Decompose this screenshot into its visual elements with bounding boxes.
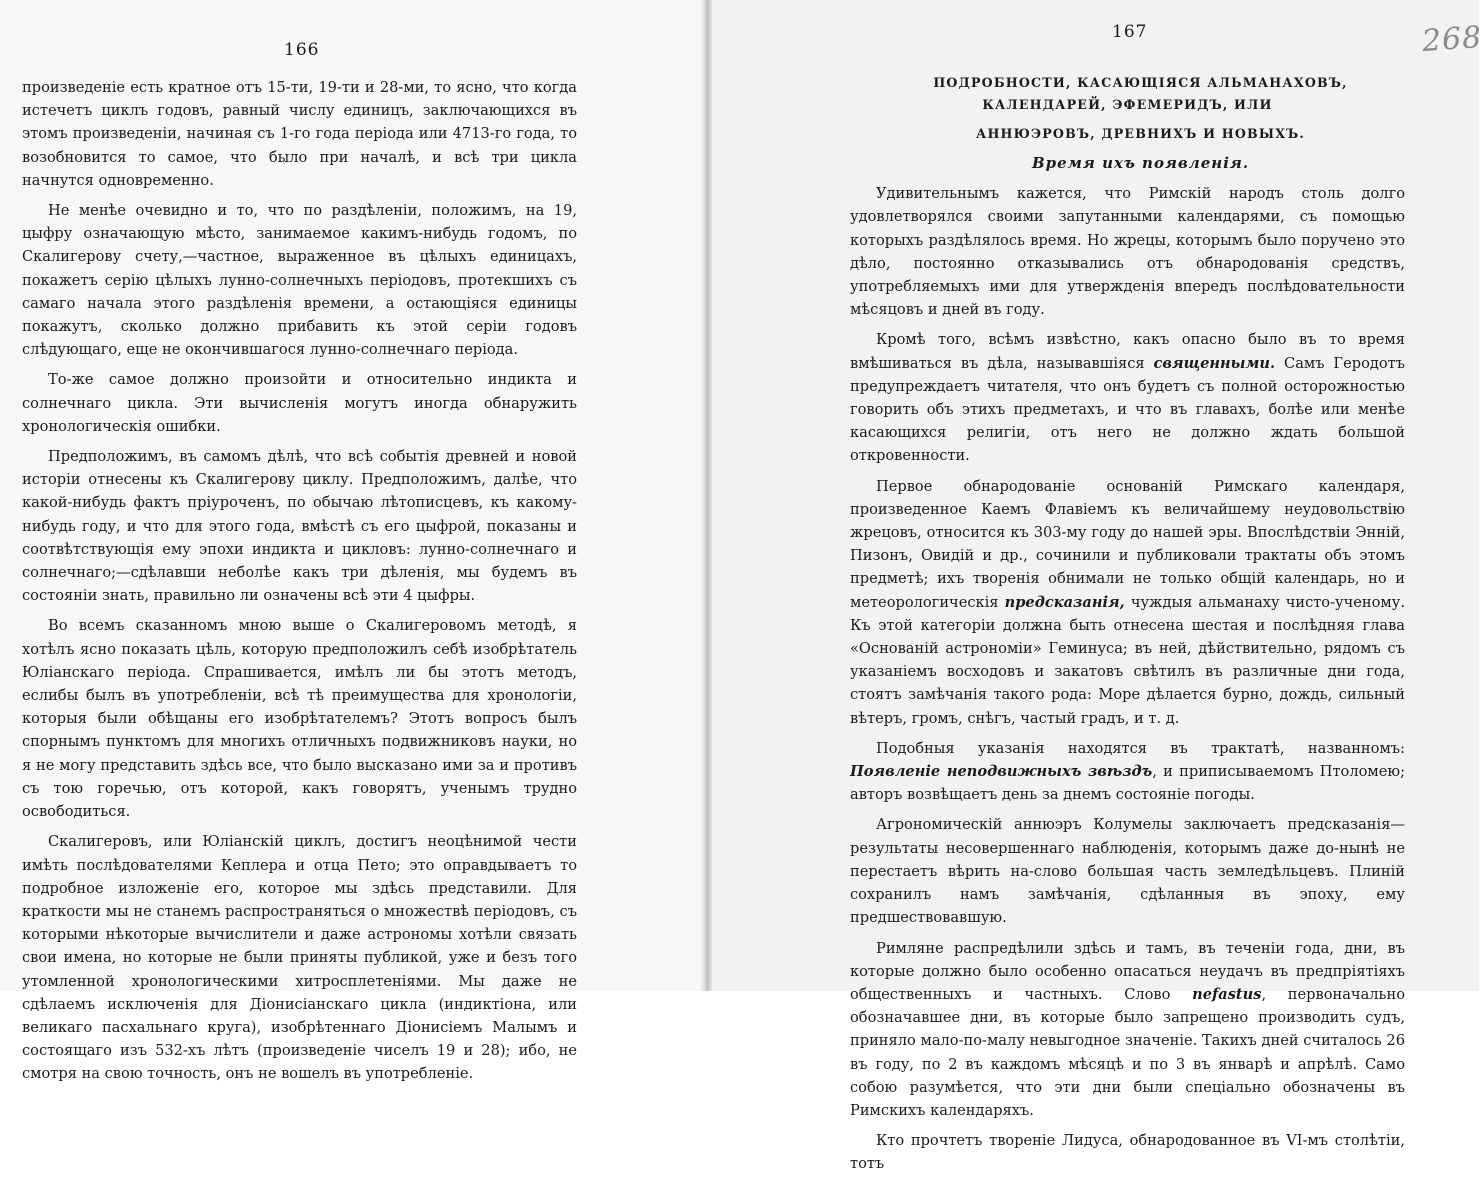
text-run: Первое обнародованіе основаній Римскаго календаря, произведенное Каемъ Флавіемъ къ величайшему неудовольствію жрецовъ, относится къ 303-му году до нашей эры. Впослѣдствіи Энній, Пизонъ, Овидій и др., сочинили и публиковали трактаты объ этомъ предметѣ; ихъ творенія обнимали не только общій календарь, но и метеорологическія [850,477,1405,611]
text-run: Римляне распредѣлили здѣсь и тамъ, въ теченіи года, дни, въ которые должно было особенно опасаться неудачъ въ предпріятіяхъ общественныхъ и частныхъ. Слово [850,939,1405,1003]
paragraph [850,737,1405,807]
chapter-heading-line-1: ПОДРОБНОСТИ, КАСАЮЩІЯСЯ АЛЬМАНАХОВЪ, КАЛЕНДАРЕЙ, ЭФЕМЕРИДЪ, ИЛИ [933,75,1348,112]
paragraph: Не менѣе очевидно и то, что по раздѣленіи, положимъ, на 19, цыфру означающую мѣсто, занимаемое какимъ-нибудь годомъ, по Скалигерову счету,—частное, выраженное въ цѣлыхъ единицахъ, покажетъ серію цѣлыхъ лунно-солнечныхъ періодовъ, протекшихъ съ самаго начала этого раздѣленія времени, а остающіяся единицы покажутъ, сколько должно прибавить къ этой серіи годовъ слѣдующаго, еще не окончившагося лунно-солнечнаго періода. [22,202,577,359]
text-run: чуждыя альманаху чисто-ученому. Къ этой категоріи должна быть отнесена шестая и послѣдняя глава «Основаній астрономіи» Геминуса; въ ней, дѣйствительно, рядомъ съ указаніемъ восходовъ и закатовъ свѣтилъ въ различные дни года, стоятъ замѣчанія такого рода: Море дѣлается бурно, дождь, сильный вѣтеръ, громъ, снѣгъ, частый градъ, и т. д. [850,593,1405,727]
emphasis: священными. [1153,354,1276,372]
paragraph: Скалигеровъ, или Юліанскій циклъ, достигъ неоцѣнимой чести имѣть послѣдователями Кеплера и отца Пето; это оправдываетъ то подробное изложеніе его, которое мы здѣсь представили. Для краткости мы не станемъ распространяться о множествѣ періодовъ, съ которыми нѣкоторые вычислители и даже астрономы хотѣли связать свои имена, но которые не были приняты публикой, уже и безъ того утомленной хронологическими хитросплетеніями. Мы даже не сдѣлаемъ исключенія для Діонисіанскаго цикла (индиктіона, или великаго пасхальнаго круга), изобрѣтеннаго Діонисіемъ Малымъ и состоящаго изъ 532-хъ лѣтъ (произведеніе чиселъ 19 и 28); ибо, не смотря на свою точность, онъ не вошелъ въ употребленіе. [22,833,577,1083]
paragraph [850,328,1405,467]
paragraph [850,475,1405,730]
paragraph: Во всемъ сказанномъ мною выше о Скалигеровомъ методѣ, я хотѣлъ ясно показать цѣль, которую предположилъ себѣ изобрѣтатель Юліанскаго періода. Спрашивается, имѣлъ ли бы этотъ методъ, еслибы былъ въ употребленіи, всѣ тѣ преимущества для хронологіи, которыя были обѣщаны его изобрѣтателемъ? Этотъ вопросъ былъ спорнымъ пунктомъ для многихъ отличныхъ подвижниковъ науки, но я не могу представить здѣсь все, что было высказано ими за и противъ съ тою горечью, отъ которой, какъ говорятъ, ученымъ трудно освободиться. [22,617,577,821]
book-gutter [700,0,712,991]
paragraph: Удивительнымъ кажется, что Римскій народъ столь долго удовлетворялся своими запутанными календарями, съ помощью которыхъ раздѣлялось время. Но жрецы, которымъ было поручено это дѣло, постоянно отказывались отъ обнародованія средствъ, употребляемыхъ ими для утвержденія впередъ послѣдовательности мѣсяцовъ и дней въ году. [850,185,1405,319]
page-number-right: 167 [1112,22,1148,42]
text-run: Самъ Геродотъ предупреждаетъ читателя, что онъ будетъ съ полной осторожностью говорить объ этихъ предметахъ, и что въ главахъ, болѣе или менѣе касающихся религіи, отъ него не должно ждать большой откровенности. [850,354,1405,465]
section-subheading: Время ихъ появленія. [1031,154,1250,172]
text-run: Подобныя указанія находятся въ трактатѣ, названномъ: [876,739,1405,757]
text-run: , первоначально обозначавшее дни, въ которые было запрещено производить судъ, приняло мало-по-малу невыгодное значеніе. Такихъ дней считалось 26 въ году, по 2 въ каждомъ мѣсяцѣ и по 3 въ январѣ и апрѣлѣ. Само собою разумѣется, что эти дни были спеціально обозначены въ Римскихъ календаряхъ. [850,985,1405,1119]
paragraph: То-же самое должно произойти и относительно индикта и солнечнаго цикла. Эти вычисленія могутъ иногда обнаружить хронологическія ошибки. [22,371,577,435]
emphasis: предсказанія, [1004,593,1125,611]
paragraph: Агрономическій аннюэръ Колумелы заключаетъ предсказанія—результаты несовершеннаго наблюденія, которымъ даже до-нынѣ не перестаетъ вѣрить на-слово большая часть земледѣльцевъ. Плиній сохранилъ намъ замѣчанія, сдѣланныя въ эпоху, ему предшествовавшую. [850,816,1405,927]
paragraph: произведеніе есть кратное отъ 15-ти, 19-ти и 28-ми, то ясно, что когда истечетъ циклъ годовъ, равный числу единицъ, заключающихся въ этомъ произведеніи, начиная съ 1-го года періода или 4713-го года, то возобновится то самое, что было при началѣ, и всѣ три цикла начнутся одновременно. [22,79,577,189]
text-run: Кромѣ того, всѣмъ извѣстно, какъ опасно было въ то время вмѣшиваться въ дѣла, называвшіяся [850,331,1405,372]
left-page-text [22,76,577,1093]
chapter-heading-line-2: АННЮЭРОВЪ, ДРЕВНИХЪ И НОВЫХЪ. [975,126,1306,141]
text-run: , и приписываемомъ Птоломею; авторъ возвѣщаетъ день за днемъ состояніе погоды. [850,763,1405,804]
page-number-left: 166 [284,40,320,60]
emphasis: Появленіе неподвижныхъ звѣздъ [850,763,1153,781]
left-page [0,0,700,1083]
handwritten-folio-number: 268 [1420,19,1483,60]
right-page [712,0,1483,1173]
paragraph [850,937,1405,1123]
right-page-text [850,72,1405,1183]
emphasis: nefastus [1192,985,1262,1003]
paragraph: Предположимъ, въ самомъ дѣлѣ, что всѣ событія древней и новой исторіи отнесены къ Скалигерову циклу. Предположимъ, далѣе, что какой-нибудь фактъ пріуроченъ, по обычаю лѣтописцевъ, къ какому-нибудь году, и что для этого года, вмѣстѣ съ его цыфрой, показаны и соотвѣтствующія ему эпохи индикта и цикловъ: лунно-солнечнаго и солнечнаго;—сдѣлавши неболѣе какъ три дѣленія, мы будемъ въ состояніи знать, правильно ли означены всѣ эти 4 цыфры. [22,448,577,605]
paragraph: Кто прочтетъ твореніе Лидуса, обнародованное въ VI-мъ столѣтіи, тотъ [850,1132,1405,1173]
